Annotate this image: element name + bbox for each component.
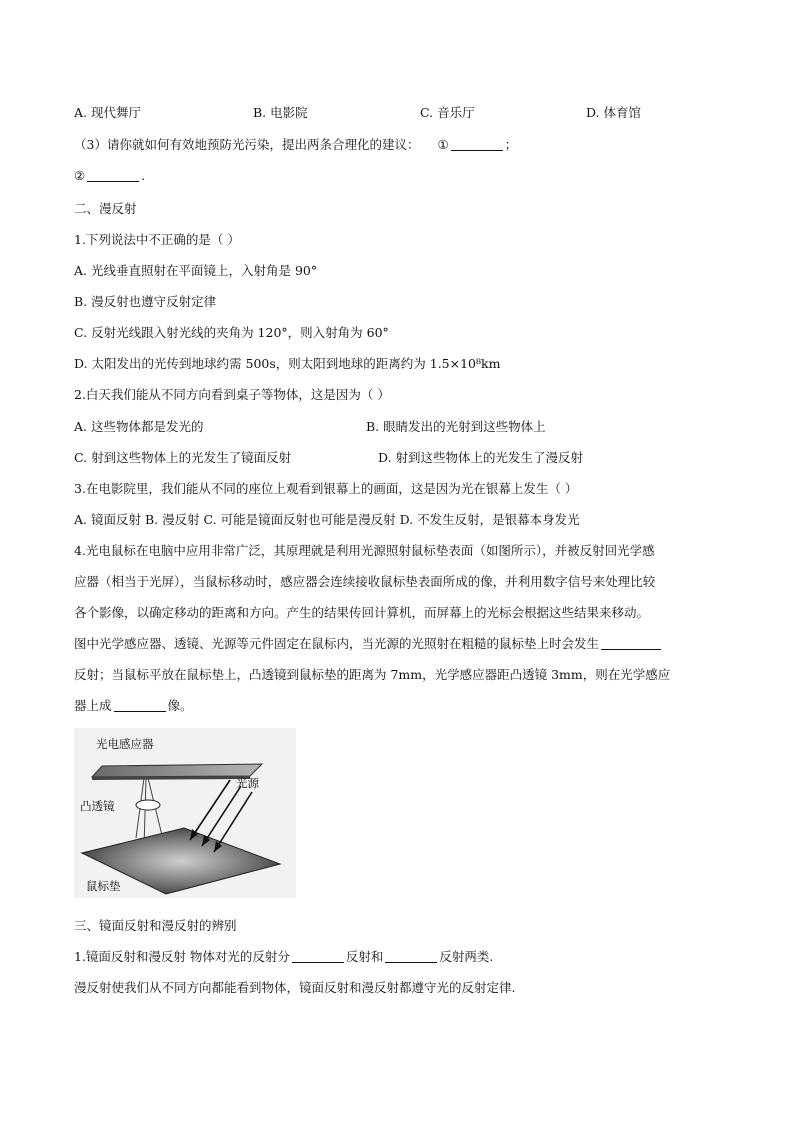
q1-stem: 1.下列说法中不正确的是（ ）: [74, 232, 240, 247]
question-3-line2: ② .: [74, 168, 146, 183]
question-3-prompt: （3）请你就如何有效地预防光污染，提出两条合理化的建议： ① ；: [74, 137, 518, 152]
q4-line-6: 器上成 像。: [74, 698, 193, 713]
option-d: D. 体育馆: [586, 105, 642, 120]
q2-option-a: A. 这些物体都是发光的: [74, 419, 204, 434]
q2-option-b: B. 眼睛发出的光射到这些物体上: [366, 419, 546, 434]
option-a: A. 现代舞厅: [74, 105, 141, 120]
q2-option-d: D. 射到这些物体上的光发生了漫反射: [378, 450, 584, 465]
answer-blank[interactable]: [114, 699, 166, 712]
q3b-stem: 3.在电影院里，我们能从不同的座位上观看到银幕上的画面，这是因为光在银幕上发生（ ）: [74, 481, 578, 496]
q3b-options: A. 镜面反射 B. 漫反射 C. 可能是镜面反射也可能是漫反射 D. 不发生反射，是银幕本身发光: [74, 512, 580, 527]
option-b: B. 电影院: [253, 105, 308, 120]
q4-line-1: 4.光电鼠标在电脑中应用非常广泛，其原理就是利用光源照射鼠标垫表面（如图所示），并被反射回光学感: [74, 543, 655, 558]
q1-option-b: B. 漫反射也遵守反射定律: [74, 294, 217, 309]
answer-blank[interactable]: [385, 950, 437, 963]
label-lens: 凸透镜: [80, 799, 115, 813]
s3-line-2: 漫反射使我们从不同方向都能看到物体，镜面反射和漫反射都遵守光的反射定律.: [74, 980, 516, 995]
answer-blank[interactable]: [601, 637, 661, 650]
q4-line-4: 图中光学感应器、透镜、光源等元件固定在鼠标内，当光源的光照射在粗糙的鼠标垫上时会发生: [74, 636, 663, 652]
q2-stem: 2.白天我们能从不同方向看到桌子等物体，这是因为（ ）: [74, 387, 390, 402]
q2-option-c: C. 射到这些物体上的光发生了镜面反射: [74, 450, 292, 465]
q4-line-5: 反射；当鼠标平放在鼠标垫上，凸透镜到鼠标垫的距离为 7mm，光学感应器距凸透镜 3mm，则在光学感应: [74, 667, 671, 682]
optical-mouse-figure: [74, 728, 296, 898]
section-title-distinguish: 三、镜面反射和漫反射的辨别: [74, 918, 237, 933]
answer-blank[interactable]: [451, 138, 503, 151]
section-title-diffuse: 二、漫反射: [74, 201, 137, 216]
label-sensor: 光电感应器: [96, 737, 154, 751]
answer-blank[interactable]: [87, 169, 139, 182]
label-light-source: 光源: [236, 776, 259, 790]
convex-lens: [136, 800, 160, 810]
q4-line-3: 各个影像，以确定移动的距离和方向。产生的结果传回计算机，而屏幕上的光标会根据这些结果来移动。: [74, 605, 650, 620]
label-mouse-pad: 鼠标垫: [86, 879, 121, 893]
s3-line-1: 1.镜面反射和漫反射 物体对光的反射分 反射和 反射两类.: [74, 949, 494, 964]
q4-line-2: 应器（相当于光屏），当鼠标移动时，感应器会连续接收鼠标垫表面所成的像，并利用数字信号来处理比较: [74, 574, 656, 589]
q1-option-d: D. 太阳发出的光传到地球约需 500s，则太阳到地球的距离约为 1.5×10⁸km: [74, 356, 501, 371]
answer-blank[interactable]: [292, 950, 344, 963]
q1-option-c: C. 反射光线跟入射光线的夹角为 120°，则入射角为 60°: [74, 325, 389, 340]
option-c: C. 音乐厅: [420, 105, 475, 120]
q1-option-a: A. 光线垂直照射在平面镜上，入射角是 90°: [74, 263, 318, 278]
